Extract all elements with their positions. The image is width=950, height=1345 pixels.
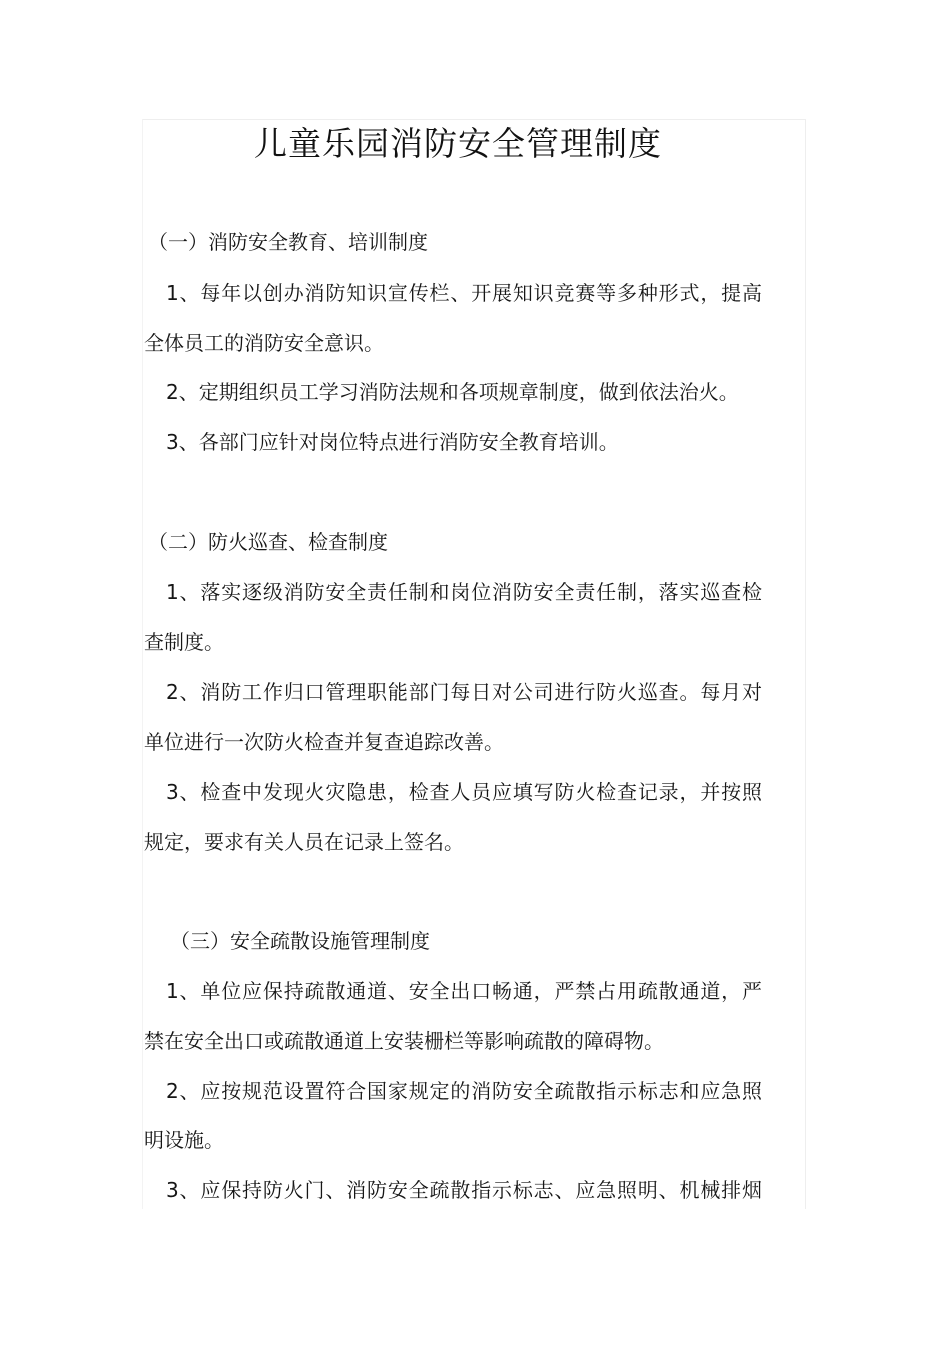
document-title: 儿童乐园消防安全管理制度 <box>254 124 662 163</box>
paragraph-line: 3、应保持防火门、消防安全疏散指示标志、应急照明、机械排烟 <box>166 1178 762 1202</box>
paragraph-line: 3、各部门应针对岗位特点进行消防安全教育培训。 <box>166 430 619 454</box>
section-heading-3: （三）安全疏散设施管理制度 <box>170 929 430 953</box>
paragraph-line: 禁在安全出口或疏散通道上安装栅栏等影响疏散的障碍物。 <box>144 1029 664 1053</box>
paragraph-line: 明设施。 <box>144 1128 224 1152</box>
paragraph-line: 全体员工的消防安全意识。 <box>144 331 384 355</box>
section-heading-2: （二）防火巡查、检查制度 <box>148 530 388 554</box>
paragraph-line: 查制度。 <box>144 630 224 654</box>
paragraph-line: 1、落实逐级消防安全责任制和岗位消防安全责任制，落实巡查检 <box>166 580 762 604</box>
paragraph-line: 2、应按规范设置符合国家规定的消防安全疏散指示标志和应急照 <box>166 1079 762 1103</box>
paragraph-line: 2、消防工作归口管理职能部门每日对公司进行防火巡查。每月对 <box>166 680 762 704</box>
paragraph-line: 单位进行一次防火检查并复查追踪改善。 <box>144 730 504 754</box>
paragraph-line: 1、每年以创办消防知识宣传栏、开展知识竞赛等多种形式，提高 <box>166 281 762 305</box>
paragraph-line: 1、单位应保持疏散通道、安全出口畅通，严禁占用疏散通道，严 <box>166 979 762 1003</box>
paragraph-line: 规定，要求有关人员在记录上签名。 <box>144 830 464 854</box>
section-heading-1: （一）消防安全教育、培训制度 <box>148 230 428 254</box>
paragraph-line: 3、检查中发现火灾隐患，检查人员应填写防火检查记录，并按照 <box>166 780 762 804</box>
paragraph-line: 2、定期组织员工学习消防法规和各项规章制度，做到依法治火。 <box>166 380 739 404</box>
